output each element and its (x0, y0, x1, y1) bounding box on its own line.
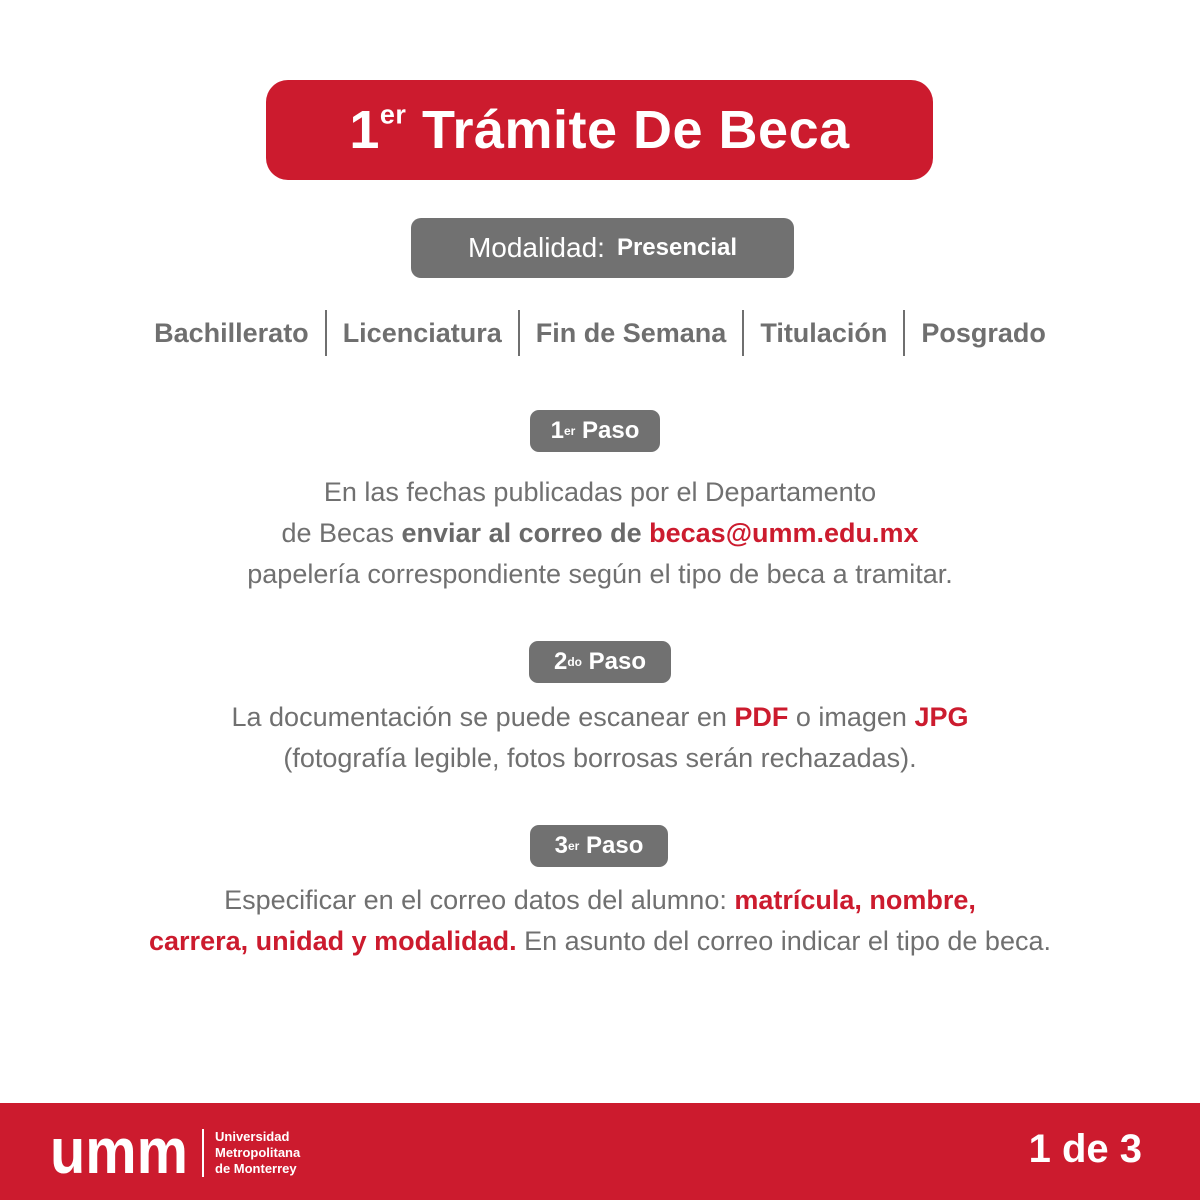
step-1-line-3: papelería correspondiente según el tipo de beca a tramitar. (247, 559, 953, 589)
logo-divider (202, 1129, 204, 1177)
university-name-line-2: Metropolitana (215, 1145, 301, 1160)
title-banner (266, 80, 933, 180)
step-3-num: 3 (554, 832, 568, 859)
step-3-badge: 3 er Paso (530, 825, 668, 867)
modalidad-label: Modalidad: (467, 232, 605, 263)
page-title (349, 99, 849, 161)
level-fin-de-semana: Fin de Semana (535, 318, 727, 348)
step-1-line-1: En las fechas publicadas por el Departamento (323, 477, 877, 507)
modalidad-badge (411, 218, 794, 278)
step-1-text (0, 472, 1200, 595)
step-1-line-2 (0, 513, 1200, 554)
footer-bar (0, 1103, 1200, 1200)
title-ordinal: 1 (349, 100, 380, 160)
level-licenciatura: Licenciatura (342, 318, 502, 348)
modalidad-value: Presencial (616, 234, 738, 261)
step-3-line-2-a: carrera, unidad y modalidad. (149, 926, 517, 956)
email-link[interactable]: becas@umm.edu.mx (649, 518, 919, 548)
step-3-label: Paso (586, 832, 644, 859)
step-2-num: 2 (553, 648, 568, 675)
university-name-line-3: de Monterrey (215, 1161, 297, 1176)
step-3-line-2 (0, 921, 1200, 962)
jpg-format: JPG (914, 702, 969, 732)
step-2-line-1-a: La documentación se puede escanear en (231, 702, 735, 732)
umm-logo (50, 1125, 190, 1181)
step-3-line-1 (0, 880, 1200, 921)
level-posgrado: Posgrado (921, 318, 1046, 348)
level-titulacion: Titulación (760, 318, 888, 348)
page-indicator: 1 de 3 (1028, 1127, 1142, 1171)
level-bachillerato: Bachillerato (154, 318, 309, 348)
step-1-badge: 1 er Paso (530, 410, 660, 452)
logo-wordmark: umm (50, 1125, 188, 1181)
university-name-line-1: Universidad (215, 1129, 290, 1144)
step-2-line-2: (fotografía legible, fotos borrosas serán rechazadas). (283, 743, 917, 773)
levels-list (0, 310, 1200, 356)
step-3-text (0, 880, 1200, 962)
title-ordinal-suffix: er (379, 99, 407, 130)
title-text: Trámite De Beca (421, 100, 850, 160)
step-2-badge: 2 do Paso (529, 641, 671, 683)
pdf-format: PDF (734, 702, 789, 732)
university-name (215, 1129, 300, 1177)
step-1-line-2-plain: de Becas (281, 518, 402, 548)
step-2-line-1 (0, 697, 1200, 738)
step-1-line-2-bold: enviar al correo de (401, 518, 650, 548)
step-3-line-2-b: En asunto del correo indicar el tipo de beca. (516, 926, 1051, 956)
step-1-num: 1 (550, 417, 564, 444)
step-3-line-1-a: Especificar en el correo datos del alumno: (224, 885, 735, 915)
step-2-line-1-b: o imagen (788, 702, 915, 732)
step-3-line-1-b: matrícula, nombre, (734, 885, 976, 915)
step-2-label: Paso (588, 648, 647, 675)
step-2-text (0, 697, 1200, 779)
step-1-label: Paso (582, 417, 640, 444)
